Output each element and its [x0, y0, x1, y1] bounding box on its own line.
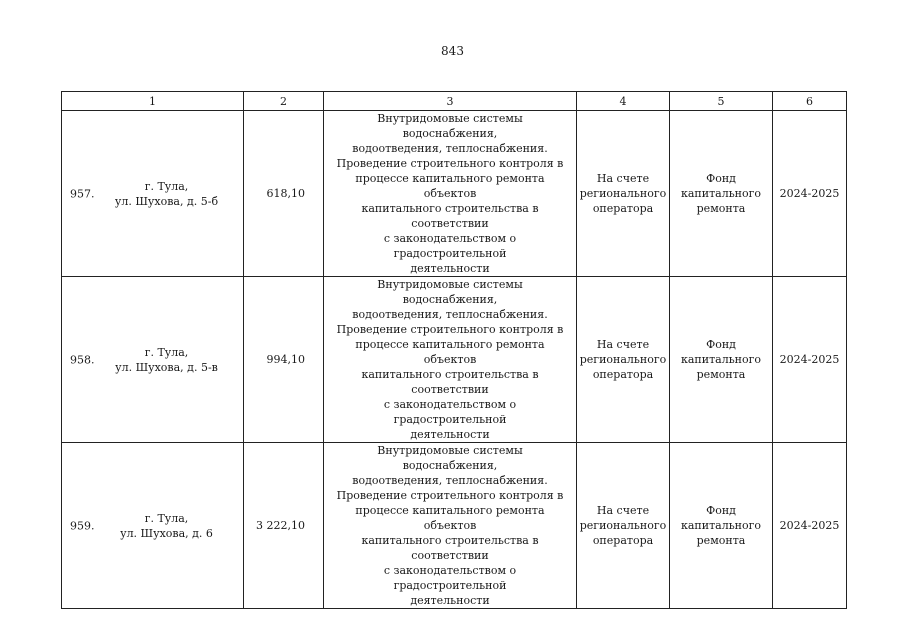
- works-line: водоотведения, теплоснабжения.: [352, 308, 548, 321]
- works-line: с законодательством о градостроительной: [383, 232, 517, 260]
- source-line: капитального: [680, 187, 762, 200]
- row-number: 958.: [70, 353, 95, 366]
- account-line: На счете: [596, 172, 650, 185]
- works-cell: [324, 443, 577, 609]
- source-line: капитального: [680, 353, 762, 366]
- works-line: с законодательством о градостроительной: [383, 564, 517, 592]
- address-city: г. Тула,: [144, 511, 189, 525]
- period-cell: 2024-2025: [773, 443, 847, 609]
- account-line: На счете: [596, 504, 650, 517]
- account-line: На счете: [596, 338, 650, 351]
- table-header-row: [62, 92, 847, 111]
- source-line: Фонд: [706, 172, 736, 185]
- address-cell: [62, 277, 244, 443]
- address-cell: [62, 443, 244, 609]
- table-row: [62, 443, 847, 609]
- works-line: деятельности: [410, 262, 490, 275]
- works-cell: [324, 111, 577, 277]
- works-line: деятельности: [410, 594, 490, 607]
- account-line: регионального: [579, 353, 667, 366]
- address-city: г. Тула,: [144, 179, 189, 193]
- column-header-6: 6: [773, 92, 847, 111]
- area-cell: 994,10: [244, 277, 324, 443]
- account-cell: [577, 443, 670, 609]
- table-row: [62, 111, 847, 277]
- works-line: Проведение строительного контроля в: [336, 489, 564, 502]
- source-line: Фонд: [706, 338, 736, 351]
- area-cell: 3 222,10: [244, 443, 324, 609]
- works-line: капитального строительства в соответствии: [361, 534, 539, 562]
- works-line: с законодательством о градостроительной: [383, 398, 517, 426]
- column-header-2: 2: [244, 92, 324, 111]
- source-line: ремонта: [696, 202, 746, 215]
- works-line: водоотведения, теплоснабжения.: [352, 142, 548, 155]
- page-number: 843: [441, 44, 464, 58]
- source-cell: [670, 111, 773, 277]
- works-line: водоотведения, теплоснабжения.: [352, 474, 548, 487]
- source-cell: [670, 443, 773, 609]
- address-street: ул. Шухова, д. 6: [120, 526, 213, 540]
- account-line: оператора: [592, 534, 654, 547]
- capital-repair-table: [61, 91, 847, 609]
- account-line: регионального: [579, 519, 667, 532]
- works-line: Внутридомовые системы водоснабжения,: [377, 112, 523, 140]
- period-cell: 2024-2025: [773, 277, 847, 443]
- source-cell: [670, 277, 773, 443]
- works-line: Внутридомовые системы водоснабжения,: [377, 444, 523, 472]
- source-line: ремонта: [696, 534, 746, 547]
- address-cell: [62, 111, 244, 277]
- works-line: Проведение строительного контроля в: [336, 323, 564, 336]
- source-line: капитального: [680, 519, 762, 532]
- source-line: ремонта: [696, 368, 746, 381]
- works-line: Проведение строительного контроля в: [336, 157, 564, 170]
- address-city: г. Тула,: [144, 345, 189, 359]
- account-cell: [577, 111, 670, 277]
- works-line: процессе капитального ремонта объектов: [355, 504, 545, 532]
- works-line: процессе капитального ремонта объектов: [355, 338, 545, 366]
- works-line: капитального строительства в соответствии: [361, 368, 539, 396]
- source-line: Фонд: [706, 504, 736, 517]
- column-header-3: 3: [324, 92, 577, 111]
- works-line: капитального строительства в соответствии: [361, 202, 539, 230]
- column-header-1: 1: [62, 92, 244, 111]
- works-line: деятельности: [410, 428, 490, 441]
- row-number: 957.: [70, 187, 95, 200]
- column-header-5: 5: [670, 92, 773, 111]
- account-line: регионального: [579, 187, 667, 200]
- account-cell: [577, 277, 670, 443]
- works-line: Внутридомовые системы водоснабжения,: [377, 278, 523, 306]
- table-row: [62, 277, 847, 443]
- account-line: оператора: [592, 202, 654, 215]
- row-number: 959.: [70, 519, 95, 532]
- address-street: ул. Шухова, д. 5-в: [115, 360, 218, 374]
- column-header-4: 4: [577, 92, 670, 111]
- period-cell: 2024-2025: [773, 111, 847, 277]
- account-line: оператора: [592, 368, 654, 381]
- area-cell: 618,10: [244, 111, 324, 277]
- works-cell: [324, 277, 577, 443]
- works-line: процессе капитального ремонта объектов: [355, 172, 545, 200]
- address-street: ул. Шухова, д. 5-б: [114, 194, 219, 208]
